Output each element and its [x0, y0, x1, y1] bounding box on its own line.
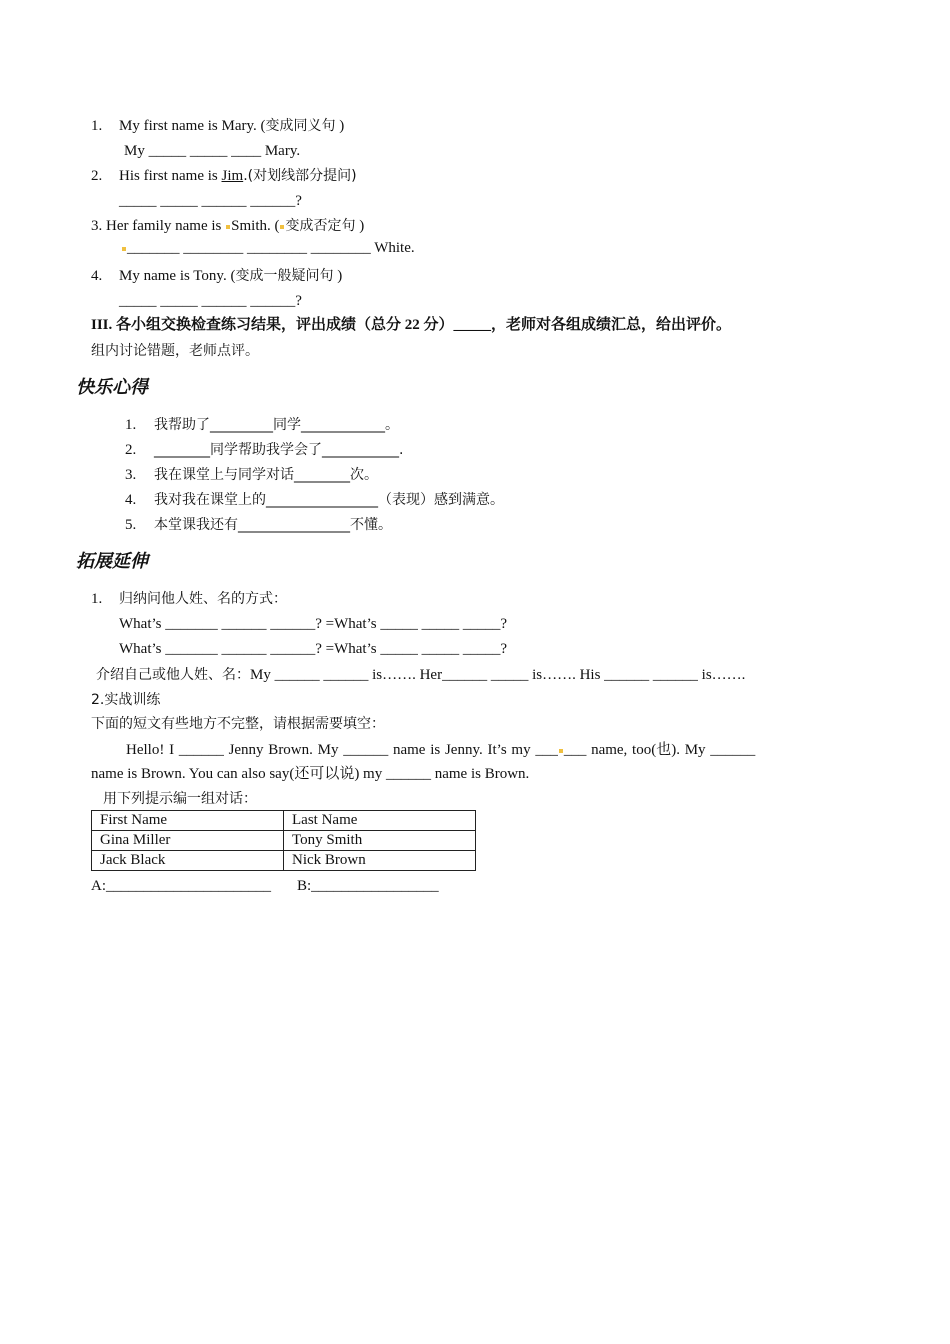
passage-line-1[interactable]	[126, 740, 860, 760]
exercise-3-number: 3.	[91, 218, 103, 234]
happy-item-1[interactable]: 我帮助了_________同学____________。	[154, 417, 399, 433]
exercise-2-prompt-post: .(对划线部分提问)	[243, 168, 357, 184]
passage-line-1-b: ___ name, too(也). My ______	[563, 742, 756, 758]
extend-section-title: 拓展延伸	[76, 551, 148, 572]
exercise-2-prompt-pre: His first name is	[119, 168, 222, 184]
table-header-cell: Last Name	[284, 811, 476, 831]
table-header-cell: First Name	[92, 811, 284, 831]
exercise-3-prompt-en: Her family name is	[106, 218, 226, 234]
happy-item-5-number: 5.	[125, 517, 137, 533]
edit-mark-icon	[226, 225, 230, 229]
table-cell: Tony Smith	[284, 831, 476, 851]
exercise-3-answer-text: _______ ________ ________ ________ White.	[127, 240, 415, 256]
exercise-4-prompt	[119, 266, 342, 286]
exercise-1-prompt-en: My first name is Mary. (	[119, 118, 266, 134]
table-cell: Nick Brown	[284, 851, 476, 871]
extend-item-2-title: 2.实战训练	[91, 692, 161, 708]
intro-label-zh: 介绍自己或他人姓、名：	[96, 667, 250, 683]
exercise-1-answer[interactable]: My _____ _____ ____ Mary.	[124, 143, 301, 159]
exercise-1-prompt-end: )	[335, 118, 345, 134]
happy-item-2[interactable]: ________同学帮助我学会了___________.	[154, 442, 404, 458]
exercise-3-prompt-zh: 变成否定句	[285, 218, 356, 234]
extend-item-1-label: 归纳问他人姓、名的方式：	[119, 591, 287, 607]
table-cell: Gina Miller	[92, 831, 284, 851]
exercise-4-prompt-end: )	[333, 268, 343, 284]
dialog-answer-a[interactable]: A:______________________	[91, 878, 271, 894]
exercise-4-number: 4.	[91, 268, 103, 284]
exercise-3-prompt	[91, 216, 364, 236]
name-table	[91, 810, 476, 871]
exercise-2-number: 2.	[91, 168, 103, 184]
intro-line[interactable]	[96, 665, 745, 685]
dialog-instruction: 用下列提示编一组对话：	[103, 791, 257, 807]
edit-mark-icon	[280, 225, 284, 229]
happy-section-title: 快乐心得	[76, 377, 148, 398]
exercise-2-answer[interactable]: _____ _____ ______ ______?	[119, 193, 302, 209]
happy-item-4-number: 4.	[125, 492, 137, 508]
exercise-3-prompt-end: )	[355, 218, 365, 234]
exercise-1-number: 1.	[91, 118, 103, 134]
exercise-2-prompt	[119, 166, 357, 186]
edit-mark-icon	[559, 749, 563, 753]
happy-item-3[interactable]: 我在课堂上与同学对话________次。	[154, 467, 378, 483]
happy-item-1-number: 1.	[125, 417, 137, 433]
dialog-answer-b[interactable]: B:_________________	[297, 878, 439, 894]
exercise-4-prompt-en: My name is Tony. (	[119, 268, 236, 284]
extend-item-1-number: 1.	[91, 591, 103, 607]
passage-line-1-a: Hello! I ______ Jenny Brown. My ______ name is Jenny. It’s my ___	[126, 742, 558, 758]
exercise-3-answer[interactable]	[121, 238, 415, 258]
exercise-4-prompt-zh: 变成一般疑问句	[235, 268, 334, 284]
exercise-4-answer[interactable]: _____ _____ ______ ______?	[119, 293, 302, 309]
intro-text-en: My ______ ______ is……. Her______ _____ is……. His ______ ______ is…….	[250, 667, 746, 683]
exercise-1-prompt	[119, 116, 344, 136]
exercise-2-underlined-word: Jim	[221, 168, 244, 184]
happy-item-5[interactable]: 本堂课我还有________________不懂。	[154, 517, 392, 533]
table-header-row	[92, 811, 476, 831]
section3-heading: III. 各小组交换检查练习结果，评出成绩（总分 22 分）_____，老师对各组成绩汇总，给出评价。	[91, 317, 732, 333]
section3-note: 组内讨论错题，老师点评。	[91, 343, 259, 359]
table-cell: Jack Black	[92, 851, 284, 871]
edit-mark-icon	[122, 247, 126, 251]
whats-line-2[interactable]: What’s _______ ______ ______? =What’s _____ _____ _____?	[119, 641, 508, 657]
extend-item-2-instruction: 下面的短文有些地方不完整，请根据需要填空：	[91, 716, 385, 732]
passage-line-2[interactable]: name is Brown. You can also say(还可以说) my ______ name is Brown.	[91, 766, 530, 782]
whats-line-1[interactable]: What’s _______ ______ ______? =What’s _____ _____ _____?	[119, 616, 508, 632]
exercise-1-prompt-zh: 变成同义句	[265, 118, 336, 134]
exercise-3-name: Smith. (	[231, 218, 280, 234]
table-row	[92, 831, 476, 851]
happy-item-2-number: 2.	[125, 442, 137, 458]
happy-item-4[interactable]: 我对我在课堂上的________________（表现）感到满意。	[154, 492, 504, 508]
happy-item-3-number: 3.	[125, 467, 137, 483]
table-row	[92, 851, 476, 871]
